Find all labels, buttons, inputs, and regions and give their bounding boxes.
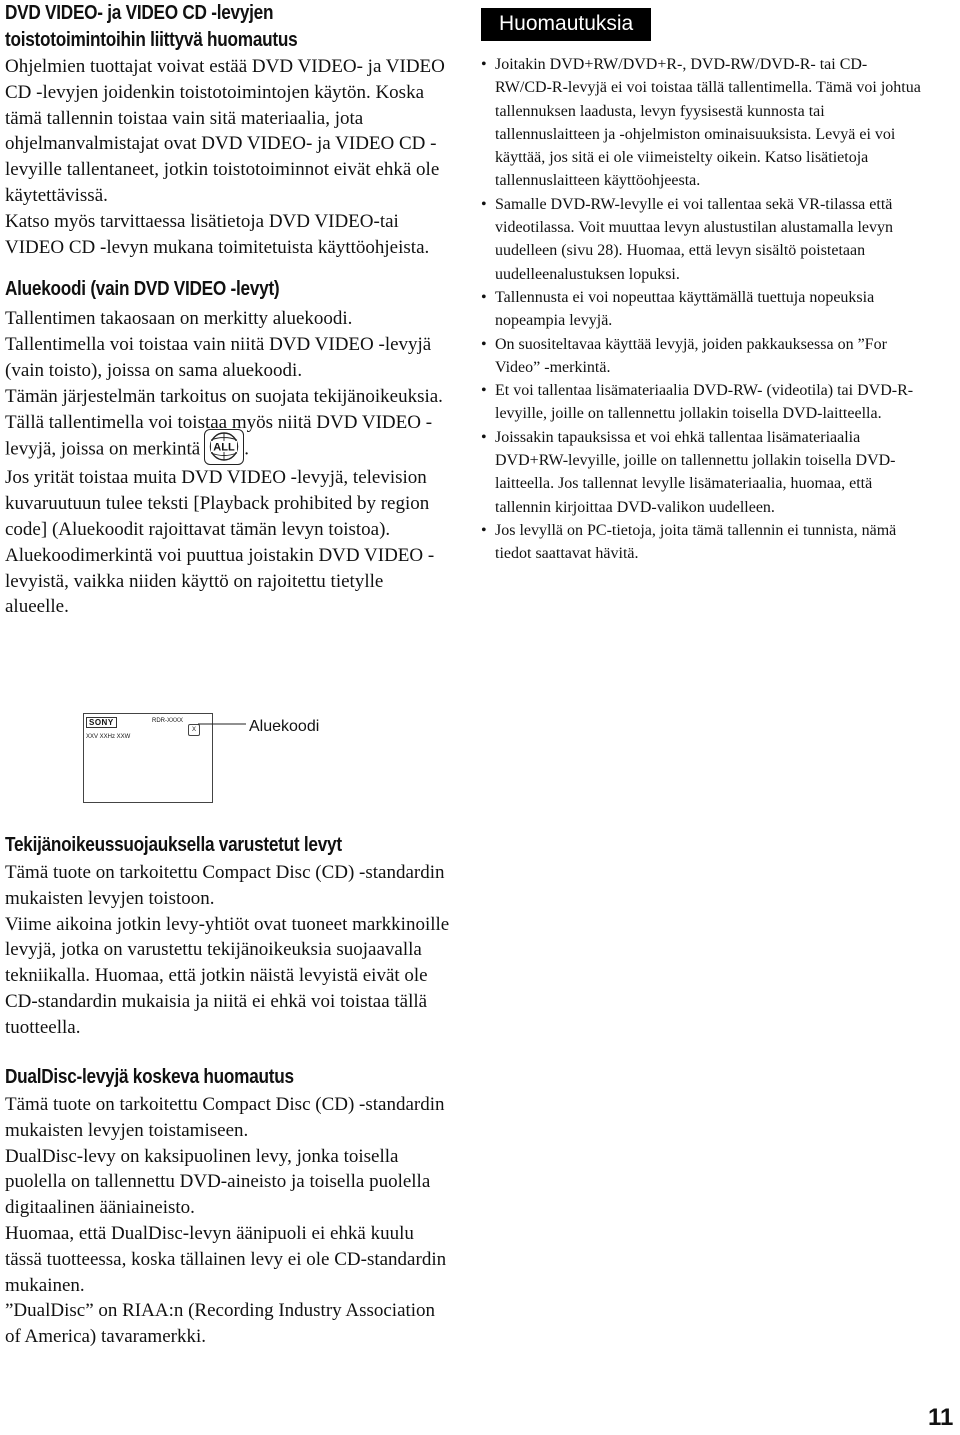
paragraph: Tallentimella voi toistaa vain niitä DVD VIDEO -levyjä (vain toisto), joissa on sama aluekoodi.: [5, 334, 432, 381]
note-item: [481, 53, 921, 193]
paragraph: Viime aikoina jotkin levy-yhtiöt ovat tuoneet markkinoille levyjä, jotka on varustettu tekijänoikeuksia suojaavalla tekniikalla. Huomaa, että jotkin näistä levyistä eivät ole CD-standardin mukaisia ja niitä ei ehkä voi toistaa tällä tuotteella.: [5, 913, 450, 1038]
paragraph: Katso myös tarvittaessa lisätietoja DVD VIDEO-tai VIDEO CD -levyn mukana toimitetuista käyttöohjeista.: [5, 210, 430, 258]
note-item: [481, 193, 921, 286]
paragraph: Ohjelmien tuottajat voivat estää DVD VIDEO- ja VIDEO CD -levyjen joidenkin toistotoimintojen käytön. Koska tämä tallennin toistaa vain sitä materiaalia, jota ohjelmanvalmistajat ovat DVD VIDEO- ja VIDEO CD -levyille tallentaneet, jotkin toistotoiminnot eivät ehkä ole käytettävissä.: [5, 56, 445, 206]
paragraph: [5, 410, 450, 466]
paragraph-text: .: [244, 438, 249, 460]
bullet-icon: •: [481, 382, 487, 400]
brand-logo: SONY: [86, 717, 117, 728]
region-icon-label: ALL: [213, 441, 235, 454]
paragraph: Tämän järjestelmän tarkoitus on suojata tekijänoikeuksia.: [5, 385, 443, 407]
paragraph: DualDisc-levy on kaksipuolinen levy, jonka toisella puolella on tallennettu DVD-aineisto ja toisella puolella digitaalinen ääniaineisto.: [5, 1145, 431, 1219]
section-heading: toistotoimintoihin liittyvä huomautus: [5, 29, 298, 51]
notes-title: Huomautuksia: [481, 8, 651, 41]
note-item: [481, 519, 921, 566]
paragraph: ”DualDisc” on RIAA:n (Recording Industry Association of America) tavaramerkki.: [5, 1300, 436, 1348]
note-item: [481, 286, 921, 333]
bullet-icon: •: [481, 56, 487, 73]
rear-panel-illustration: [83, 713, 213, 803]
note-text: Joissakin tapauksissa et voi ehkä tallentaa lisämateriaalia DVD+RW-levyille, joille on tallennettu jollakin toisella DVD-laitteella. Jos tallennat levylle lisämateriaalia, huomaa, että tallennin kirjoittaa DVD-valikon uudelleen.: [495, 428, 896, 516]
bullet-icon: •: [481, 288, 487, 306]
model-label: RDR-XXXX: [152, 718, 184, 724]
page-number: 11: [928, 1404, 954, 1431]
paragraph: Tämä tuote on tarkoitettu Compact Disc (CD) -standardin mukaisten levyjen toistoon.: [5, 862, 445, 909]
section-dualdisc: [5, 1064, 450, 1350]
note-text: Samalle DVD-RW-levylle ei voi tallentaa sekä VR-tilassa että videotilassa. Voit muuttaa levyn alustustilan alustamalla levyn uudelleen (sivu 28). Huomaa, että levyn sisältö poistetaan uudelleenalustuksen lopuksi.: [495, 195, 894, 283]
note-text: Joitakin DVD+RW/DVD+R-, DVD-RW/DVD-R- tai CD-RW/CD-R-levyjä ei voi toistaa tällä tallentimella. Tämä voi johtua tallennuksen laadusta, levyn fyysisestä kunnosta tai tallennuslaitteen ja -ohjelmiston ominaisuuksista. Levyä ei voi käyttää, jos sitä ei ole viimeistelty oikein. Katso lisätietoja tallennuslaitteen käyttöohjeesta.: [495, 56, 921, 190]
left-column: [5, 0, 450, 620]
region-all-icon: [204, 429, 244, 465]
note-text: Jos levyllä on PC-tietoja, joita tämä tallennin ei tunnista, nämä tiedot saattavat hävitä.: [495, 521, 897, 563]
region-code-box: X: [188, 724, 200, 736]
note-text: Tallennusta ei voi nopeuttaa käyttämällä tuettuja nopeuksia nopeampia levyjä.: [495, 288, 875, 330]
section-region-code: [5, 276, 450, 620]
paragraph: Tämä tuote on tarkoitettu Compact Disc (CD) -standardin mukaisten levyjen toistamiseen.: [5, 1094, 445, 1141]
note-item: [481, 426, 921, 519]
section-heading: Tekijänoikeussuojauksella varustetut levyt: [5, 834, 342, 856]
paragraph: Tallentimen takaosaan on merkitty aluekoodi.: [5, 308, 353, 330]
bullet-icon: •: [481, 521, 487, 539]
section-heading: DualDisc-levyjä koskeva huomautus: [5, 1066, 294, 1088]
callout-leader-line: [198, 714, 250, 726]
note-text: Et voi tallentaa lisämateriaalia DVD-RW- (videotila) tai DVD-R-levyille, joille on tallennettu jollakin toisella DVD-laitteella.: [495, 382, 914, 423]
notes-column: [481, 8, 921, 566]
bullet-icon: •: [481, 428, 487, 446]
paragraph: Jos yrität toistaa muita DVD VIDEO -levyjä, television kuvaruutuun tulee teksti [Playback prohibited by region code] (Aluekoodit rajoittavat tämän levyn toistoa). Aluekoodimerkintä voi puuttua joistakin DVD VIDEO -levyistä, vaikka niiden käyttö on rajoitettu tietylle alueelle.: [5, 467, 435, 618]
note-item: [481, 379, 921, 426]
paragraph-text: Tällä tallentimella voi toistaa myös niitä DVD VIDEO -levyjä, joissa on merkintä: [5, 411, 433, 460]
bullet-icon: •: [481, 335, 487, 353]
note-item: [481, 333, 921, 380]
notes-list: [481, 53, 921, 566]
section-heading: Aluekoodi (vain DVD VIDEO -levyt): [5, 278, 280, 301]
section-playback-notes: [5, 0, 450, 260]
spec-label: XXV XXHz XXW: [86, 734, 131, 740]
callout-label: Aluekoodi: [249, 718, 320, 735]
section-copy-protection: [5, 832, 450, 1041]
paragraph: Huomaa, että DualDisc-levyn äänipuoli ei ehkä kuulu tässä tuotteessa, koska tällainen levy ei ole CD-standardin mukainen.: [5, 1222, 447, 1296]
note-text: On suositeltavaa käyttää levyjä, joiden pakkauksessa on ”For Video” -merkintä.: [495, 335, 887, 376]
section-heading: DVD VIDEO- ja VIDEO CD -levyjen: [5, 2, 274, 24]
bullet-icon: •: [481, 195, 487, 213]
